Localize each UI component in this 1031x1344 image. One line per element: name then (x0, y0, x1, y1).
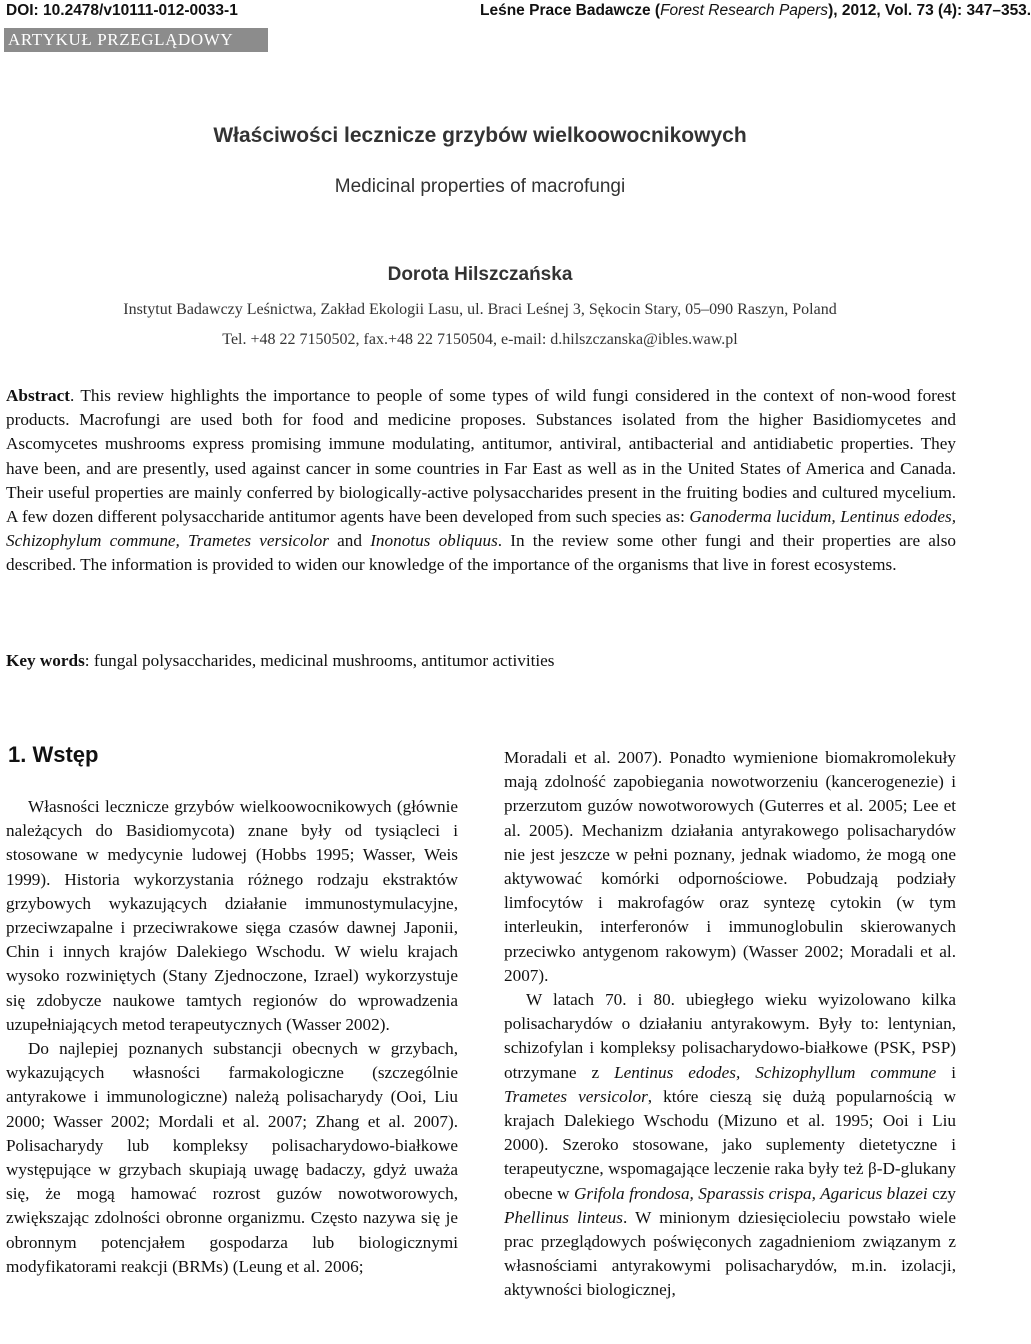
title-english: Medicinal properties of macrofungi (334, 176, 626, 197)
author-affiliation: Instytut Badawczy Leśnictwa, Zakład Ekologii Lasu, ul. Braci Leśnej 3, Sękocin Stary, 05–090 Raszyn, Poland (123, 301, 837, 318)
article-type-banner (4, 28, 268, 52)
doi-header: DOI: 10.2478/v10111-012-0033-1 (6, 2, 238, 19)
keywords: Key words: fungal polysaccharides, medicinal mushrooms, antitumor activities (6, 651, 555, 670)
paragraph: Własności lecznicze grzybów wielkoowocnikowych (głównie należących do Basidiomycota) znane były od tysiącleci i stosowane w medycynie ludowej (Hobbs 1995; Wasser, Weis 1999). Historia wykorzystania różnego rodzaju ekstraktów grzybowych wykazujących działanie immunostymulacyjne, przeciwzapalne i przeciwrakowe sięga czasów dawnej Japonii, Chin i innych krajów Dalekiego Wschodu. W wielu krajach wysoko rozwiniętych (Stany Zjednoczone, Izrael) wykorzystuje się zdobycze naukowe tamtych regionów do wprowadzenia uzupełniających metod terapeutycznych (Wasser 2002). (6, 797, 458, 1034)
author-name: Dorota Hilszczańska (387, 264, 573, 285)
body-column-left (6, 795, 458, 1279)
abstract: Abstract. This review highlights the importance to people of some types of wild fungi considered in the context of non-wood forest products. Macrofungi are used both for food and medicine proposes. Substances isolated from the higher Basidiomycetes and Ascomycetes mushrooms express promising immune modulating, antitumor, antiviral, antibacterial and antidiabetic properties. They have been, and are presently, used against cancer in some countries in Far East as well as in the United States of America and Canada. Their useful properties are mainly conferred by biologically-active polysaccharides present in the fruiting bodies and cultured mycelium. A few dozen different polysaccharide antitumor agents have been developed from such species as: Ganoderma lucidum, Lentinus edodes, Schizophylum commune, Trametes versicolor and Inonotus obliquus. In the review some other fungi and their properties are also described. The information is provided to widen our knowledge of the importance of the organisms that live in forest ecosystems. (6, 386, 957, 575)
section-heading: 1. Wstęp (8, 742, 99, 767)
paragraph: Do najlepiej poznanych substancji obecnych w grzybach, wykazujących własności farmakologiczne (szczególnie antyrakowe i immunologiczne) należą polisacharydy (Ooi, Liu 2000; Wasser 2002; Mordali et al. 2007; Zhang et al. 2007). Polisacharydy lub kompleksy polisacharydowo-białkowe występujące w grzybach skupiają uwagę badaczy, gdyż uważa się, że mogą hamować rozrost guzów nowotworowych, zwiększając zdolności obronne organizmu. Często nazywa się je obronnym potencjałem gospodarza lub biologicznymi modyfikatorami reakcji (BRMs) (Leung et al. 2006; (6, 1039, 458, 1276)
journal-header: Leśne Prace Badawcze (Forest Research Papers), 2012, Vol. 73 (4): 347–353. (480, 2, 1031, 19)
keywords-label: Key words (6, 651, 85, 670)
abstract-label: Abstract (6, 386, 70, 405)
title-polish: Właściwości lecznicze grzybów wielkoowocnikowych (213, 124, 747, 147)
body-column-right (504, 746, 956, 1303)
article-type-label: ARTYKUŁ PRZEGLĄDOWY (8, 30, 234, 49)
paragraph: Moradali et al. 2007). Ponadto wymienione biomakromolekuły mają zdolność zapobiegania nowotworzeniu (kancerogenezie) i przerzutom guzów nowotworowych (Guterres et al. 2005; Lee et al. 2005). Mechanizm działania antyrakowego polisacharydów nie jest jeszcze w pełni poznany, jednak wiadomo, że mogą one aktywować komórki odpornościowe. Pobudzają podziały limfocytów i makrofagów oraz syntezę cytokin (w tym interleukin, interferonów i immunoglobulin skierowanych przeciwko antygenom rakowym) (Wasser 2002; Moradali et al. 2007). (504, 748, 956, 985)
author-contact: Tel. +48 22 7150502, fax.+48 22 7150504, e-mail: d.hilszczanska@ibles.waw.pl (222, 331, 738, 348)
paragraph: W latach 70. i 80. ubiegłego wieku wyizolowano kilka polisacharydów o działaniu antyrakowym. Były to: lentynian, schizofylan i kompleksy polisacharydowo-białkowe (PSK, PSP) otrzymane z Lentinus edodes, Schizophyllum commune i Trametes versicolor, które cieszą się dużą popularnością w krajach Dalekiego Wschodu (Mizuno et al. 1995; Ooi i Liu 2000). Szeroko stosowane, jako suplementy dietetyczne i terapeutyczne, wspomagające leczenie raka były też β-D-glukany obecne w Grifola frondosa, Sparassis crispa, Agaricus blazei czy Phellinus linteus. W minionym dziesięcioleciu powstało wiele prac przeglądowych poświęconych zagadnieniom związanym z własnościami antyrakowymi polisacharydów, m.in. izolacji, aktywności biologicznej, (504, 990, 957, 1300)
